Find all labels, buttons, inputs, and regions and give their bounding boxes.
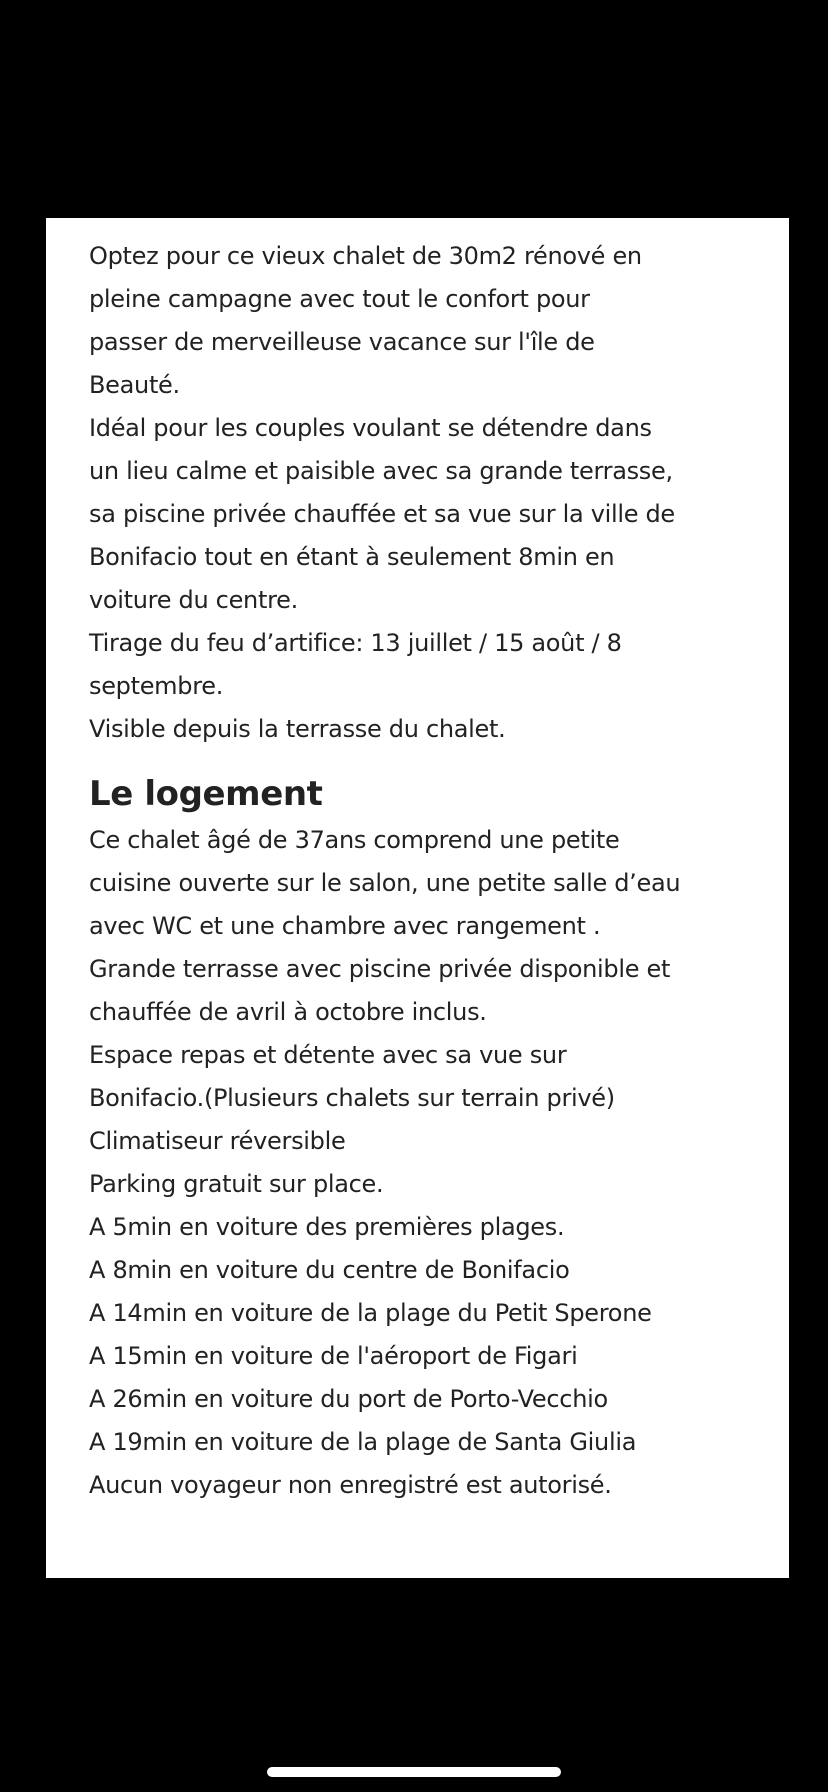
text-line: passer de merveilleuse vacance sur l'île de	[89, 328, 595, 356]
section-title-logement: Le logement	[89, 774, 323, 814]
logement-text	[89, 819, 743, 1507]
text-line: Bonifacio.(Plusieurs chalets sur terrain privé)	[89, 1084, 615, 1112]
text-line: Idéal pour les couples voulant se détendre dans	[89, 414, 652, 442]
description-text	[89, 235, 743, 751]
text-line: A 14min en voiture de la plage du Petit Sperone	[89, 1299, 652, 1327]
text-line: Optez pour ce vieux chalet de 30m2 rénové en	[89, 242, 642, 270]
text-line: Aucun voyageur non enregistré est autorisé.	[89, 1471, 612, 1499]
text-line: Parking gratuit sur place.	[89, 1170, 384, 1198]
text-line: cuisine ouverte sur le salon, une petite salle d’eau	[89, 869, 681, 897]
text-line: sa piscine privée chauffée et sa vue sur la ville de	[89, 500, 675, 528]
text-line: chauffée de avril à octobre inclus.	[89, 998, 487, 1026]
listing-description-card	[46, 218, 789, 1578]
text-line: Climatiseur réversible	[89, 1127, 346, 1155]
text-line: Ce chalet âgé de 37ans comprend une petite	[89, 826, 620, 854]
text-line: A 5min en voiture des premières plages.	[89, 1213, 565, 1241]
text-line: Espace repas et détente avec sa vue sur	[89, 1041, 567, 1069]
text-line: Bonifacio tout en étant à seulement 8min en	[89, 543, 615, 571]
text-line: A 8min en voiture du centre de Bonifacio	[89, 1256, 570, 1284]
text-line: A 19min en voiture de la plage de Santa Giulia	[89, 1428, 637, 1456]
text-line: voiture du centre.	[89, 586, 298, 614]
text-line: A 15min en voiture de l'aéroport de Figari	[89, 1342, 578, 1370]
text-line: Grande terrasse avec piscine privée disponible et	[89, 955, 671, 983]
text-line: pleine campagne avec tout le confort pour	[89, 285, 590, 313]
text-line: avec WC et une chambre avec rangement .	[89, 912, 601, 940]
text-line: Tirage du feu d’artifice: 13 juillet / 15 août / 8	[89, 629, 622, 657]
text-line: A 26min en voiture du port de Porto-Vecchio	[89, 1385, 608, 1413]
text-line: Beauté.	[89, 371, 180, 399]
text-line: un lieu calme et paisible avec sa grande terrasse,	[89, 457, 673, 485]
home-indicator[interactable]	[267, 1767, 561, 1777]
text-line: septembre.	[89, 672, 224, 700]
text-line: Visible depuis la terrasse du chalet.	[89, 715, 506, 743]
